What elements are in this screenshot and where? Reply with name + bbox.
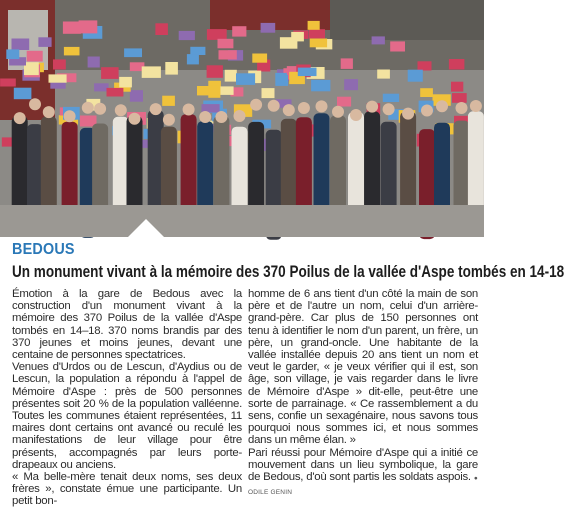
article-kicker: BEDOUS (12, 241, 75, 258)
photo-sign (232, 26, 246, 36)
photo-sign (79, 20, 98, 33)
photo-sign (452, 93, 467, 103)
photo-sign (12, 39, 30, 51)
photo-sign (187, 54, 199, 64)
photo-sign (94, 83, 109, 91)
crowd-photo-illustration (0, 0, 484, 237)
photo-person (400, 108, 416, 222)
photo-sign (38, 37, 51, 47)
photo-sign (165, 62, 178, 75)
photo-sign (341, 58, 353, 69)
photo-sign (275, 73, 288, 86)
photo-sign (190, 47, 205, 55)
photo-sign (219, 50, 237, 59)
photo-sign (337, 97, 351, 107)
photo-sign (408, 70, 423, 82)
paragraph-text: Pari réussi pour Mémoire d'Aspe qui a initié ce mouvement dans un lieu symbolique, la gare de Bedous, d'où sont partis les soldats aspois. (248, 446, 478, 484)
article-headline: Un monument vivant à la mémoire des 370 Poilus de la vallée d'Aspe tombés en 14-18 (12, 263, 564, 281)
article-column-1 (12, 288, 242, 508)
photo-sign (390, 41, 405, 51)
photo-sign (162, 96, 175, 106)
photo-sign (420, 88, 433, 97)
photo-sign (207, 29, 227, 40)
photo-sign (208, 86, 220, 98)
article-body (12, 288, 482, 508)
paragraph: homme de 6 ans tient d'un côté la main de son père et de l'autre un nom, celui d'un arrière-grand-père. Car plus de 150 personnes ont tenu à identifier le nom d'un parent, un frère, un père, un grand-oncle. Une habitante de la vallée installée depuis 20 ans tient un nom et veut le garder, « je veux vérifier qui il est, son âge, son village, je vais regarder dans le livre de Mémoire d'Aspe » dit-elle, peut-être une sorte de parrainage. « Ce rassemblement a du sens, confie un sexagénaire, nous savons tous pourquoi nous sommes ici, et nous sommes dans un même élan. » (248, 288, 478, 447)
photo-sign (377, 70, 390, 79)
photo-sign (449, 59, 465, 70)
photo-sign (225, 70, 237, 82)
photo-sign (53, 59, 66, 69)
photo-sign (308, 21, 320, 30)
photo-sign (24, 62, 39, 75)
photo-sign (124, 48, 142, 57)
photo-person (314, 100, 330, 223)
photo-sign (418, 61, 432, 70)
photo-sign (252, 54, 267, 63)
photo-sign (207, 65, 223, 78)
photo-sign (218, 39, 234, 49)
paragraph: Émotion à la gare de Bedous avec la construction d'un monument vivant à la mémoire des 370 Poilus de la vallée d'Aspe tombés en 14–18. 370 noms brandis par des 370 jeunes et moins jeunes, devant une centaine de personnes spectatrices. (12, 288, 242, 362)
photo-person (468, 100, 484, 221)
photo-sign (0, 79, 16, 87)
photo-sign (63, 22, 81, 34)
photo-sign (101, 67, 119, 79)
photo-sign (298, 68, 317, 77)
photo-sign (262, 88, 275, 98)
photo-sign (383, 94, 399, 102)
photo-sign (280, 37, 298, 49)
photo-sign (6, 49, 19, 59)
photo-sign (119, 77, 132, 88)
photo-person (364, 101, 380, 222)
photo-sign (155, 23, 168, 35)
photo-sign (142, 66, 161, 78)
photo-sign (14, 88, 32, 100)
paragraph: « Ma belle-mère tenait deux noms, ses deux frères », constate émue une participante. Un petit bon- (12, 471, 242, 508)
photo-sign (130, 90, 143, 102)
photo-sign (49, 74, 67, 82)
photo-sign (88, 57, 100, 68)
article-column-2 (248, 288, 478, 497)
photo-sign (107, 88, 124, 97)
photo-sign (236, 73, 255, 85)
news-photo (0, 0, 484, 237)
photo-notch (128, 219, 164, 237)
photo-sign (372, 36, 385, 44)
photo-sign (310, 39, 327, 48)
photo-sign (451, 82, 463, 92)
photo-sign (261, 23, 276, 33)
paragraph (248, 447, 478, 500)
photo-sign (179, 31, 195, 40)
paragraph: Venues d'Urdos ou de Lescun, d'Aydius ou de Lescun, la population a répondu à l'appel de Mémoire d'Aspe : près de 500 personnes présentes soit 20 % de la population valléenne. Toutes les communes étaient représentées, 11 maires dont certains ont avancé ou reculé les manifestations de leur village pour être présents, accompagnés par leurs porte-drapeaux ou anciens. (12, 361, 242, 471)
photo-credit: ● ODILE GENIN (248, 475, 478, 497)
photo-sign (309, 29, 325, 38)
photo-sign (27, 51, 43, 62)
photo-sign (311, 80, 330, 91)
photo-sign (64, 47, 80, 56)
photo-sign (344, 79, 358, 90)
